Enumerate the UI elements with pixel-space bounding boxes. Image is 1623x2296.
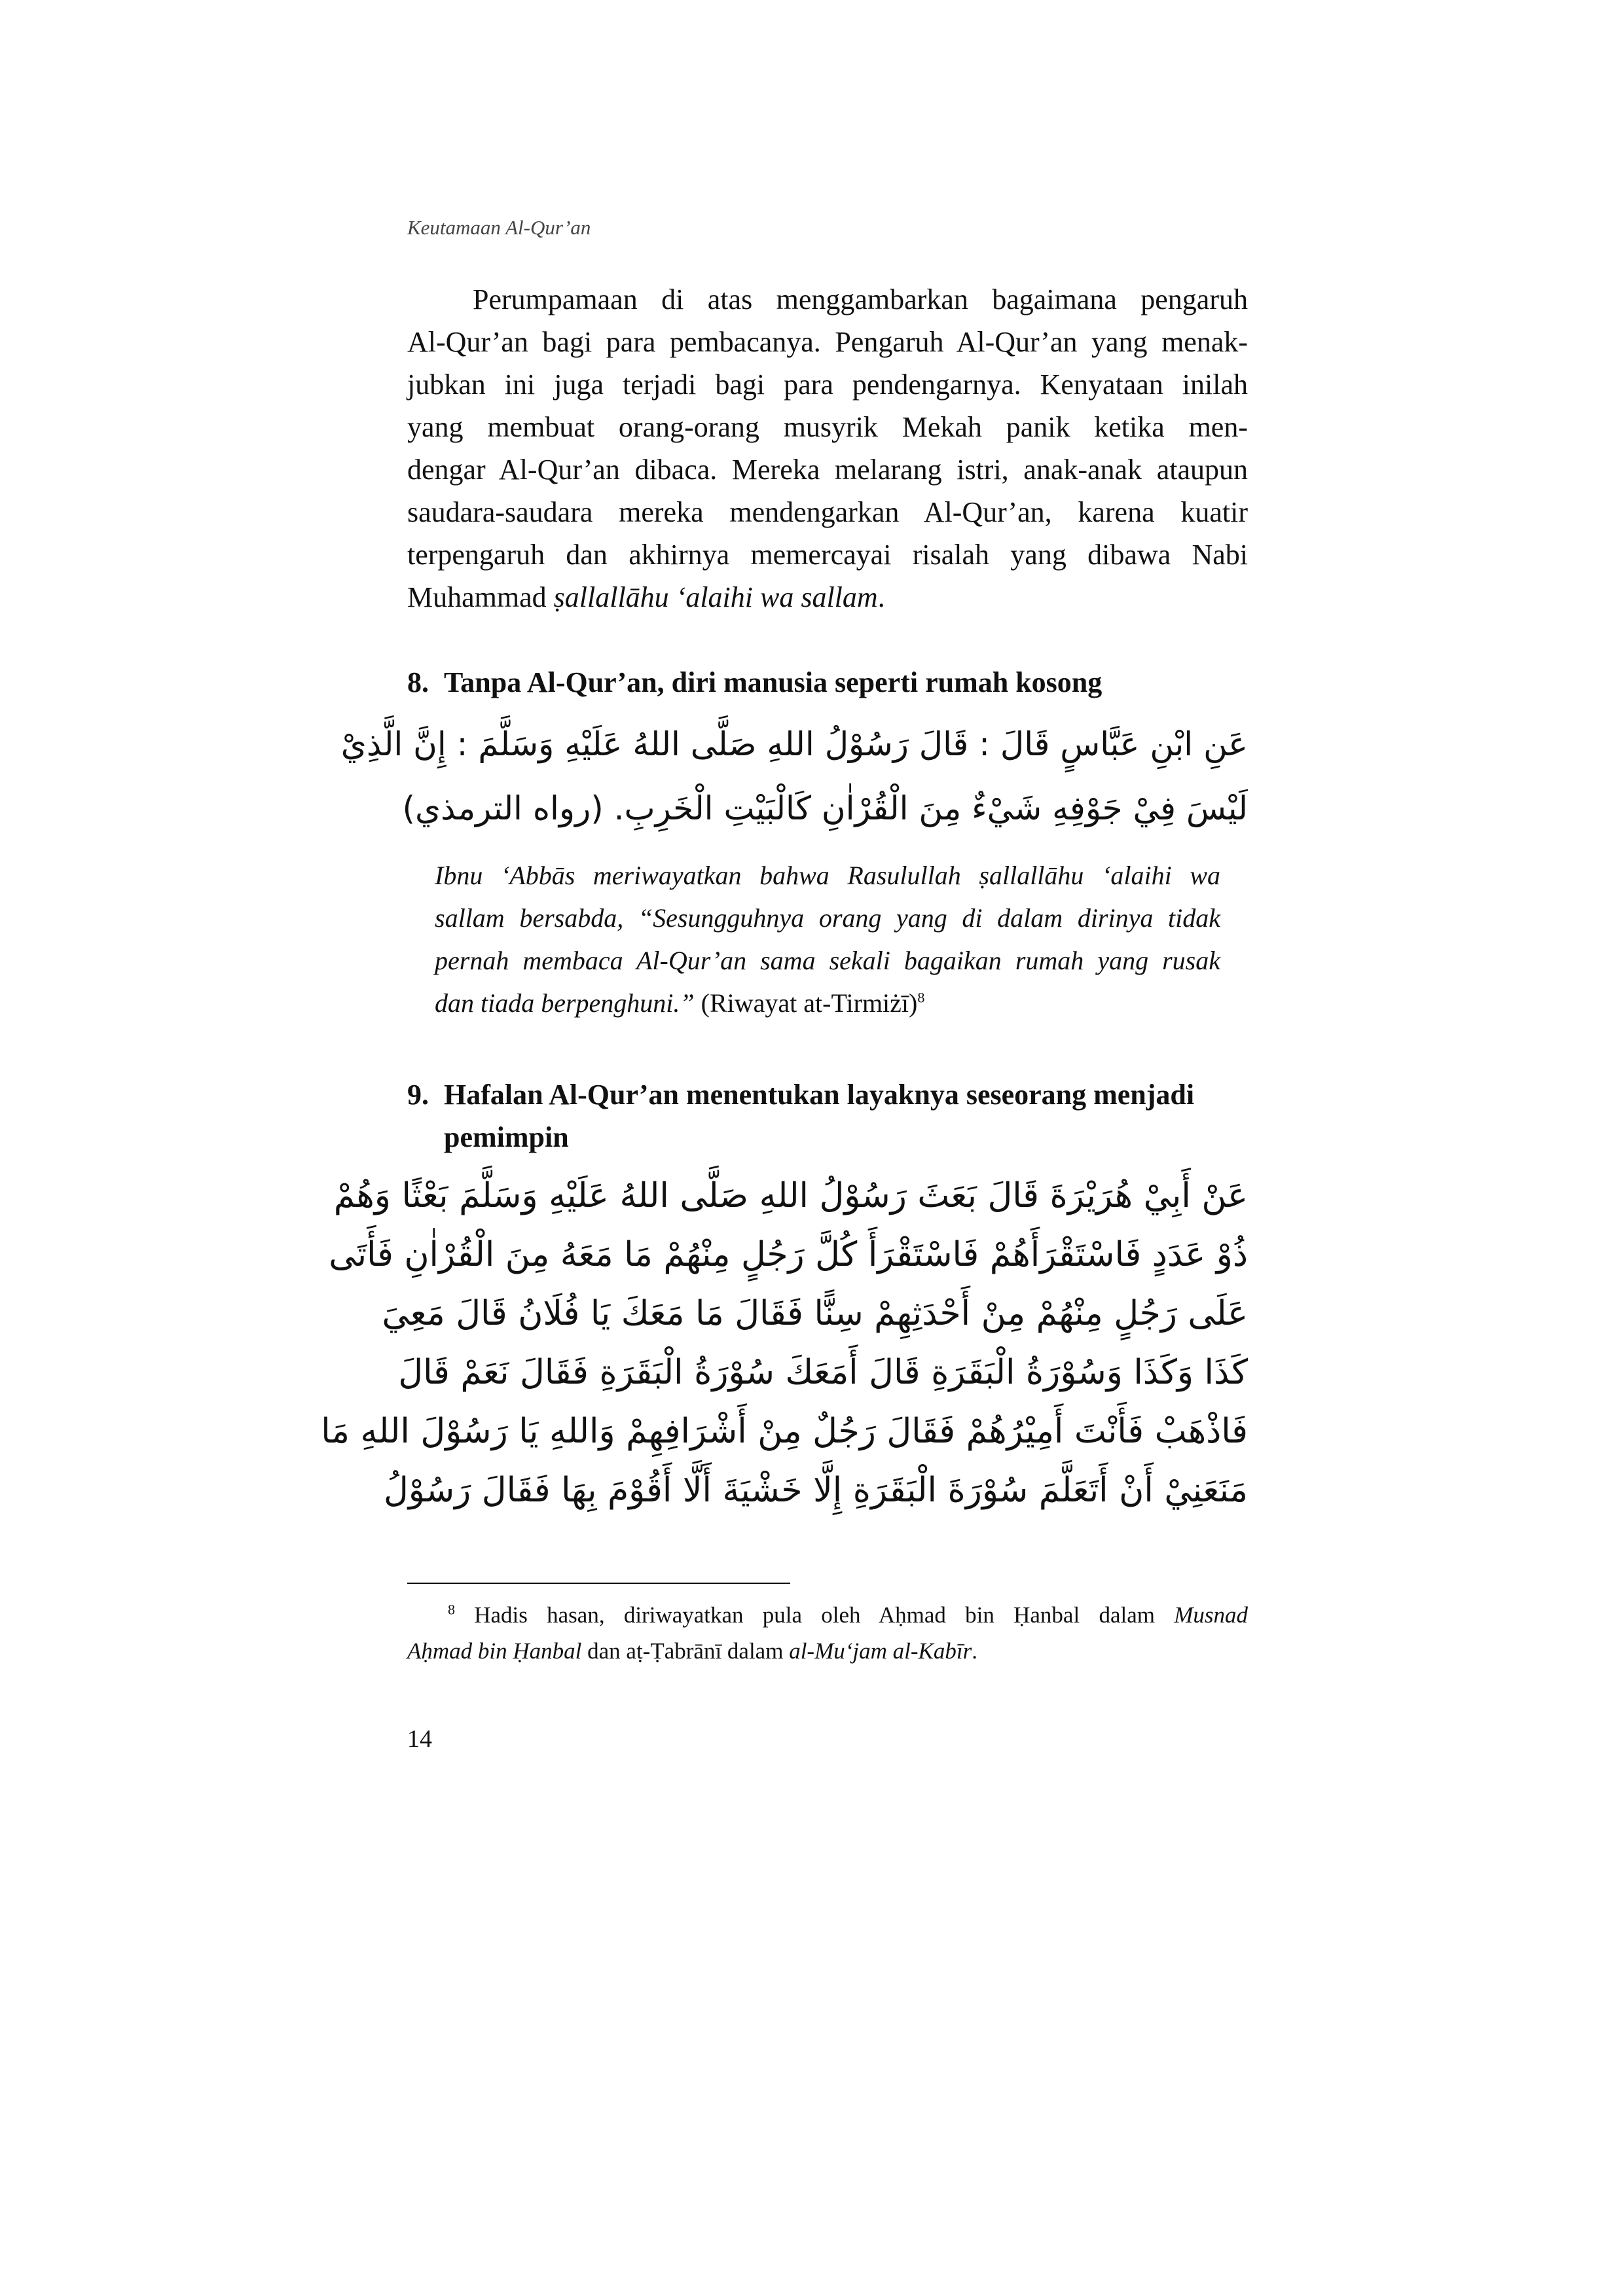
arabic-line: لَيْسَ فِيْ جَوْفِهِ شَيْءٌ مِنَ الْقُرْاٰنِ كَالْبَيْتِ الْخَرِبِ. (رواه الترمذي) [402, 789, 1248, 827]
paragraph-line: jubkan ini juga terjadi bagi para pendengarnya. Kenyataan inilah [407, 368, 1248, 401]
footnote-divider [407, 1583, 790, 1584]
section-number: 8. [407, 666, 429, 698]
paragraph-line: dengar Al-Qur’an dibaca. Mereka melarang istri, anak-anak ataupun [407, 454, 1248, 486]
footnote-text: dan aṭ-Ṭabrānī dalam [581, 1638, 790, 1664]
paragraph-line: saudara-saudara mereka mendengarkan Al-Qur’an, karena kuatir [407, 496, 1248, 528]
footnote-number: 8 [448, 1601, 455, 1618]
translation-line-last [435, 982, 1220, 1024]
paragraph-line-last [407, 576, 1248, 619]
paragraph-line: Al-Qur’an bagi para pembacanya. Pengaruh Al-Qur’an yang menak- [407, 326, 1248, 358]
paragraph-line: yang membuat orang-orang musyrik Mekah panik ketika men- [407, 411, 1248, 443]
footnote-text: Hadis hasan, diriwayatkan pula oleh Aḥmad bin Ḥanbal dalam [474, 1602, 1175, 1628]
section-number: 9. [407, 1079, 429, 1111]
section-title: Tanpa Al-Qur’an, diri manusia seperti rumah kosong [444, 666, 1103, 698]
footnote [407, 1597, 1248, 1669]
running-head: Keutamaan Al-Qur’an [407, 216, 591, 239]
arabic-line: عَنِ ابْنِ عَبَّاسٍ قَالَ : قَالَ رَسُوْلُ اللهِ صَلَّى اللهُ عَلَيْهِ وَسَلَّمَ : إِنَّ الَّذِيْ [340, 725, 1248, 763]
section-9-heading [407, 1073, 1248, 1158]
hadith-source: (Riwayat at-Tirmiżī) [694, 988, 918, 1018]
arabic-line: كَذَا وَكَذَا وَسُوْرَةُ الْبَقَرَةِ قَالَ أَمَعَكَ سُوْرَةُ الْبَقَرَةِ فَقَالَ نَعَمْ قَالَ [398, 1353, 1248, 1392]
footnote-title: al-Mu‘jam al-Kabīr [789, 1638, 972, 1664]
translation-line: Ibnu ‘Abbās meriwayatkan bahwa Rasulullah ṣallallāhu ‘alaihi wa [435, 861, 1220, 890]
intro-paragraph [407, 278, 1248, 619]
paragraph-line: terpengaruh dan akhirnya memercayai risalah yang dibawa Nabi [407, 539, 1248, 571]
section-title-continued: pemimpin [444, 1121, 569, 1153]
arabic-line: مَنَعَنِيْ أَنْ أَتَعَلَّمَ سُوْرَةَ الْبَقَرَةِ إِلَّا خَشْيَةَ أَلَّا أَقُوْمَ بِهَا فَقَالَ رَسُوْلُ [383, 1471, 1248, 1510]
section-8-translation [435, 854, 1220, 1024]
translation-line: sallam bersabda, “Sesungguhnya orang yang di dalam dirinya tidak [435, 903, 1220, 933]
section-8-arabic-hadith [340, 712, 1248, 840]
footnote-title: Musnad [1174, 1602, 1248, 1628]
arabic-line: ذُوْ عَدَدٍ فَاسْتَقْرَأَهُمْ فَاسْتَقْرَأَ كُلَّ رَجُلٍ مِنْهُمْ مَا مَعَهُ مِنَ الْقُرْاٰنِ فَأَتَى [329, 1235, 1248, 1274]
paragraph-text: Muhammad [407, 581, 554, 613]
arabic-line: عَلَى رَجُلٍ مِنْهُمْ مِنْ أَحْدَثِهِمْ سِنًّا فَقَالَ مَا مَعَكَ يَا فُلَانُ قَالَ مَعِيَ [382, 1294, 1248, 1333]
paragraph-text: . [877, 581, 885, 613]
translation-text: dan tiada berpenghuni.” [435, 988, 695, 1018]
arabic-line: عَنْ أَبِيْ هُرَيْرَةَ قَالَ بَعَثَ رَسُوْلُ اللهِ صَلَّى اللهُ عَلَيْهِ وَسَلَّمَ بَعْثًا وَهُمْ [333, 1176, 1248, 1215]
footnote-line [407, 1597, 1248, 1633]
footnote-text: . [972, 1638, 977, 1664]
section-9-arabic-hadith [321, 1166, 1248, 1520]
section-8-heading [407, 661, 1248, 704]
arabic-line: فَاذْهَبْ فَأَنْتَ أَمِيْرُهُمْ فَقَالَ رَجُلٌ مِنْ أَشْرَافِهِمْ وَاللهِ يَا رَسُوْلَ اللهِ مَا [321, 1412, 1248, 1451]
honorific-text: ṣallallāhu ‘alaihi wa sallam [553, 581, 878, 613]
footnote-title: Aḥmad bin Ḥanbal [407, 1638, 582, 1664]
footnote-line [407, 1633, 1248, 1669]
footnote-ref[interactable]: 8 [917, 989, 925, 1006]
translation-line: pernah membaca Al-Qur’an sama sekali bagaikan rumah yang rusak [435, 946, 1220, 975]
section-title: Hafalan Al-Qur’an menentukan layaknya seseorang menjadi [444, 1079, 1195, 1111]
page-number: 14 [407, 1725, 432, 1753]
paragraph-line: Perumpamaan di atas menggambarkan bagaimana pengaruh [473, 283, 1248, 315]
